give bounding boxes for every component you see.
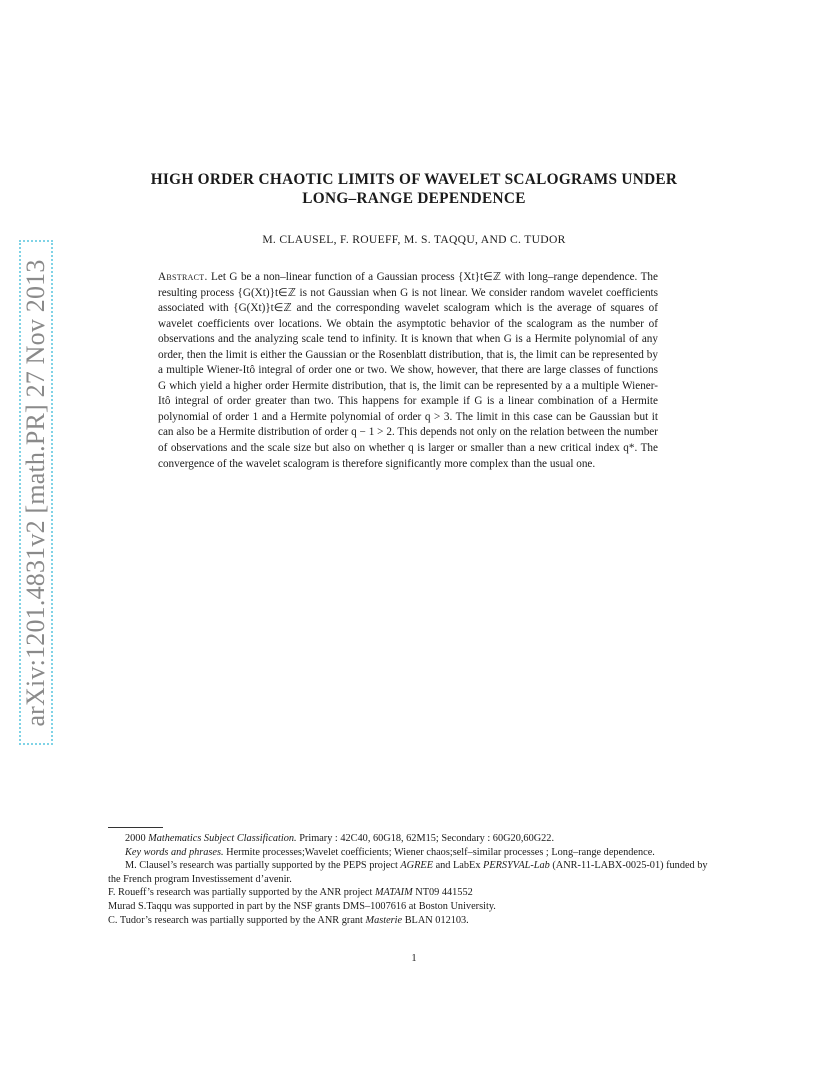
clausel-text-b: and LabEx <box>435 860 481 872</box>
clausel-project: AGREE <box>400 860 433 872</box>
paper-title <box>100 170 728 208</box>
arxiv-stamp <box>19 240 53 745</box>
keywords-label: Key words and phrases. <box>125 846 224 858</box>
clausel-labex: PERSYVAL-Lab <box>483 860 550 872</box>
msc-label: Mathematics Subject Classification. <box>148 833 297 844</box>
roueff-text-a: F. Roueff’s research was partially supported by the ANR project <box>108 887 373 899</box>
abstract-text: Let G be a non–linear function of a Gaussian process {Xt}t∈ℤ with long–range dependence. The resulting process {G(Xt)}t∈ℤ is not Gaussian when G is not linear. We consider random wavelet coefficients associated with {G(Xt)}t∈ℤ and the corresponding wavelet scalogram which is the average of squares of wavelet coefficients over locations. We obtain the asymptotic behavior of the scalogram as the number of observations and the analyzing scale tend to infinity. It is known that when G is a Hermite polynomial of any order, then the limit is either the Gaussian or the Rosenblatt distribution, that is, the limit can be represented by a multiple Wiener-Itô integral of order one or two. We show, however, that there are large classes of functions G which yield a higher order Hermite distribution, that is, the limit can be represented by a a multiple Wiener-Itô integral of order greater than two. This happens for example if G is a linear combination of a Hermite polynomial of order 1 and a Hermite polynomial of order q > 3. The limit in this case can be Gaussian but it can also be a Hermite distribution of order q − 1 > 2. This depends not only on the relation between the number of observations and the scale size but also on whether q is larger or smaller than a new critical index q*. The convergence of the wavelet scalogram is therefore significantly more complex than the usual one. <box>158 271 658 470</box>
footnote-clausel <box>108 859 708 886</box>
page-number: 1 <box>411 953 417 964</box>
authors: M. CLAUSEL, F. ROUEFF, M. S. TAQQU, AND C. TUDOR <box>262 233 566 246</box>
tudor-text-a: C. Tudor’s research was partially supported by the ANR grant <box>108 914 363 926</box>
footnote-taqqu: Murad S.Taqqu was supported in part by the NSF grants DMS–1007616 at Boston University. <box>108 900 496 912</box>
roueff-text-b: NT09 441552 <box>415 887 473 899</box>
msc-text: Primary : 42C40, 60G18, 62M15; Secondary : 60G20,60G22. <box>299 833 555 844</box>
abstract <box>158 270 658 472</box>
footnote-rule <box>108 827 163 828</box>
clausel-text-c: (ANR-11-LABX-0025-01) funded by the French program Investissement d’avenir. <box>108 860 708 885</box>
footnote-keywords <box>108 846 708 860</box>
roueff-project: MATAIM <box>374 887 413 899</box>
clausel-text-a: M. Clausel’s research was partially supported by the PEPS project <box>125 860 398 872</box>
title-line-2: LONG–RANGE DEPENDENCE <box>302 190 526 207</box>
title-line-1: HIGH ORDER CHAOTIC LIMITS OF WAVELET SCALOGRAMS UNDER <box>150 171 678 188</box>
footnote-tudor <box>108 914 708 928</box>
arxiv-id: arXiv:1201.4831v2 [math.PR] 27 Nov 2013 <box>21 258 50 727</box>
tudor-grant: Masterie <box>365 914 403 926</box>
tudor-text-b: BLAN 012103. <box>404 914 469 926</box>
footnote-roueff <box>108 886 708 900</box>
abstract-label: Abstract. <box>158 271 208 283</box>
keywords-text: Hermite processes;Wavelet coefficients; Wiener chaos;self–similar processes ; Long–range dependence. <box>226 846 655 858</box>
footnotes <box>108 832 708 927</box>
msc-year: 2000 <box>125 833 146 844</box>
footnote-msc <box>108 832 708 846</box>
